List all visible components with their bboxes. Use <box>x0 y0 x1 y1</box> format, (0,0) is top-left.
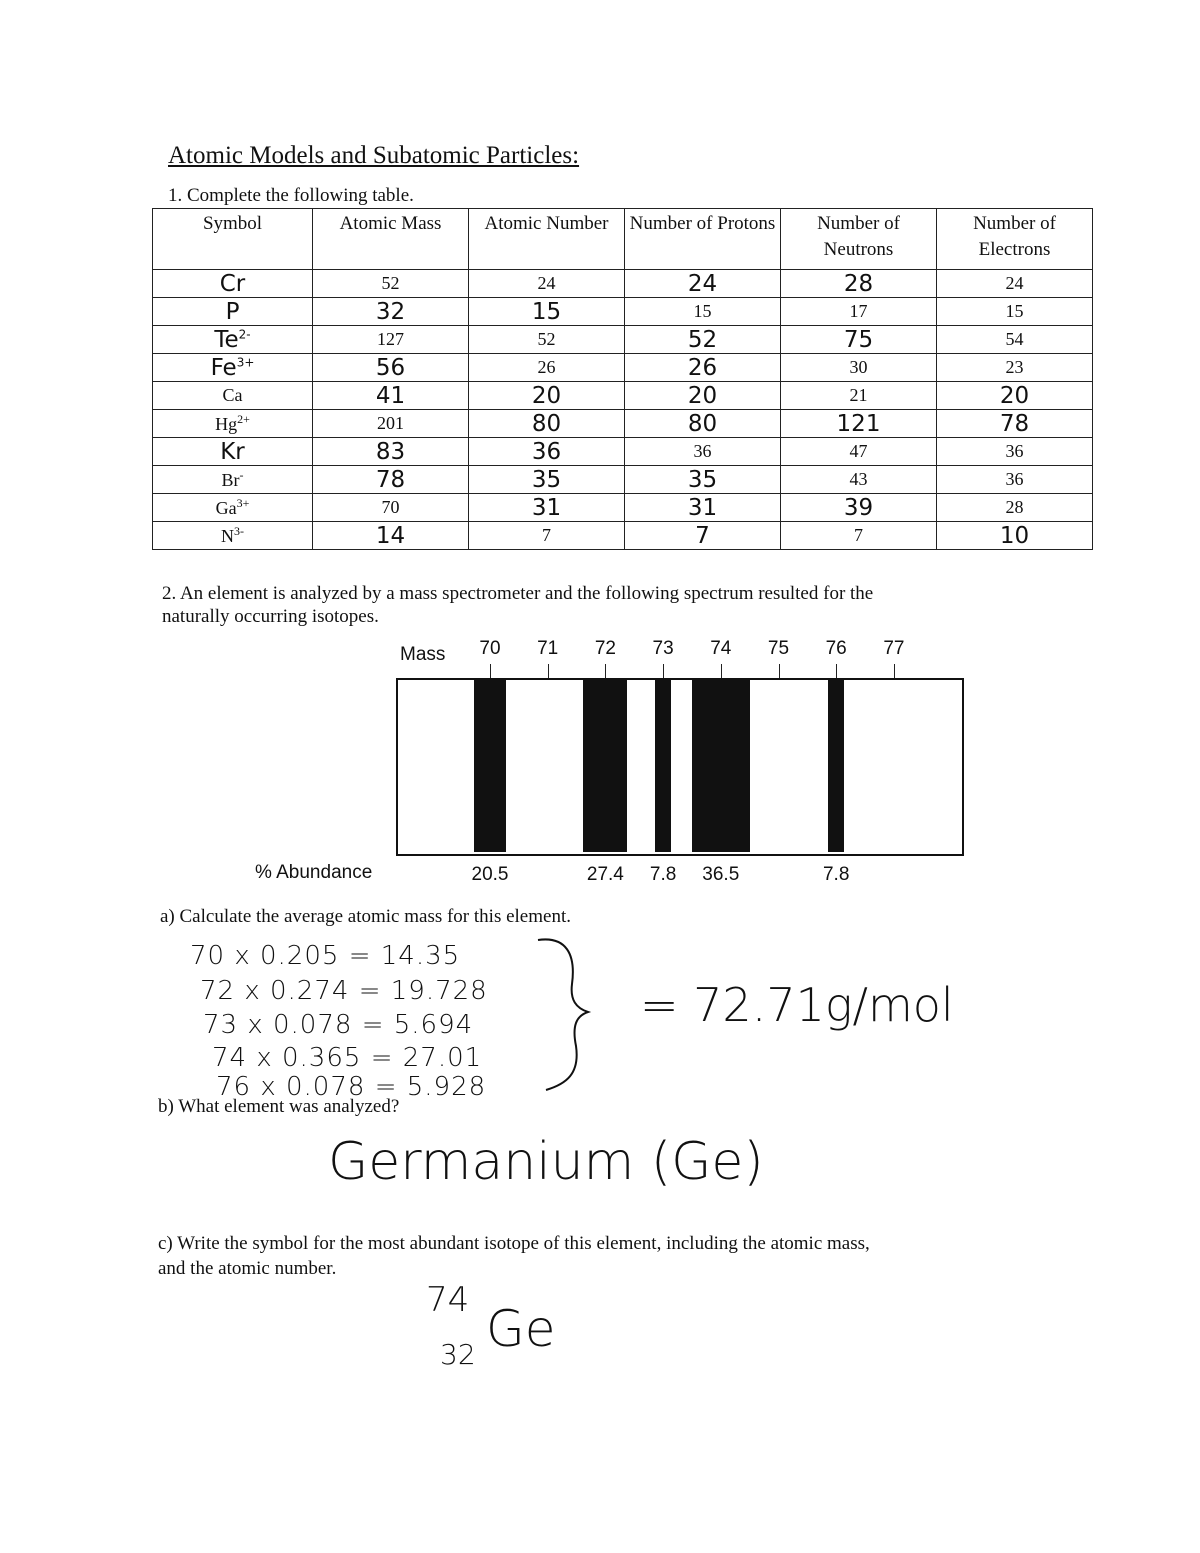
cell-mass: 32 <box>313 298 469 326</box>
table-row <box>153 382 1093 410</box>
cell-mass: 70 <box>313 494 469 522</box>
cell-mass: 14 <box>313 522 469 550</box>
spectrum-band <box>692 680 750 852</box>
cell-mass: 56 <box>313 354 469 382</box>
cell-mass: 201 <box>313 410 469 438</box>
question-1: 1. Complete the following table. <box>168 185 414 206</box>
ion-charge: 2- <box>238 326 251 341</box>
cell-symbol <box>153 438 313 466</box>
cell-neutrons: 39 <box>781 494 937 522</box>
calc-line-4: 74 x 0.365 = 27.01 <box>212 1043 483 1073</box>
mass-tick-label: 73 <box>652 638 674 659</box>
calc-brace <box>536 934 596 1094</box>
element-symbol: Cr <box>219 270 246 297</box>
element-symbol: Fe <box>210 354 237 381</box>
header-atomic-number: Atomic Number <box>469 209 625 270</box>
question-a: a) Calculate the average atomic mass for this element. <box>160 906 571 927</box>
element-symbol: Ca <box>222 385 243 405</box>
cell-symbol <box>153 298 313 326</box>
cell-symbol <box>153 270 313 298</box>
cell-symbol <box>153 410 313 438</box>
table-row <box>153 326 1093 354</box>
question-b: b) What element was analyzed? <box>158 1096 400 1117</box>
calc-result: = 72.71g/mol <box>640 978 954 1032</box>
cell-number: 36 <box>469 438 625 466</box>
cell-mass: 52 <box>313 270 469 298</box>
cell-electrons: 36 <box>937 438 1093 466</box>
cell-electrons: 10 <box>937 522 1093 550</box>
cell-neutrons: 30 <box>781 354 937 382</box>
cell-protons: 7 <box>625 522 781 550</box>
table-row <box>153 522 1093 550</box>
cell-symbol <box>153 522 313 550</box>
cell-electrons: 24 <box>937 270 1093 298</box>
mass-tick-label: 76 <box>825 638 847 659</box>
cell-number: 7 <box>469 522 625 550</box>
cell-number: 15 <box>469 298 625 326</box>
cell-symbol <box>153 326 313 354</box>
cell-number: 31 <box>469 494 625 522</box>
cell-protons: 26 <box>625 354 781 382</box>
ion-charge: - <box>239 468 244 482</box>
cell-neutrons: 7 <box>781 522 937 550</box>
cell-symbol <box>153 354 313 382</box>
question-c-line1: c) Write the symbol for the most abundant isotope of this element, including the atomic mass, <box>158 1233 870 1254</box>
table-row <box>153 494 1093 522</box>
abundance-value: 27.4 <box>586 864 624 885</box>
cell-number: 26 <box>469 354 625 382</box>
abundance-label: % Abundance <box>255 862 373 883</box>
cell-protons: 35 <box>625 466 781 494</box>
question-c-line2: and the atomic number. <box>158 1258 337 1279</box>
cell-protons: 15 <box>625 298 781 326</box>
header-symbol: Symbol <box>153 209 313 270</box>
cell-electrons: 23 <box>937 354 1093 382</box>
abundance-value: 20.5 <box>471 864 509 885</box>
mass-tick-label: 72 <box>594 638 616 659</box>
table-row <box>153 410 1093 438</box>
cell-neutrons: 43 <box>781 466 937 494</box>
question-2-line2: naturally occurring isotopes. <box>162 606 379 627</box>
cell-neutrons: 47 <box>781 438 937 466</box>
abundance-value: 7.8 <box>649 864 677 885</box>
mass-tick-label: 70 <box>479 638 501 659</box>
cell-mass: 41 <box>313 382 469 410</box>
cell-number: 35 <box>469 466 625 494</box>
cell-symbol <box>153 466 313 494</box>
abundance-value: 36.5 <box>702 864 740 885</box>
mass-tick-label: 74 <box>710 638 732 659</box>
spectrum-band <box>474 680 507 852</box>
cell-protons: 36 <box>625 438 781 466</box>
element-symbol: P <box>225 298 240 325</box>
table-row <box>153 354 1093 382</box>
element-symbol: Hg <box>215 414 238 434</box>
calc-line-5: 76 x 0.078 = 5.928 <box>216 1072 487 1102</box>
answer-b: Germanium (Ge) <box>328 1132 764 1192</box>
cell-protons: 52 <box>625 326 781 354</box>
ion-charge: 3- <box>234 524 244 538</box>
mass-tick-label: 75 <box>767 638 790 659</box>
ion-charge: 2+ <box>237 412 250 426</box>
table-row <box>153 466 1093 494</box>
table-header-row <box>153 209 1093 270</box>
header-electrons: Number of Electrons <box>937 209 1093 270</box>
isotope-number: 32 <box>440 1338 476 1371</box>
cell-protons: 20 <box>625 382 781 410</box>
cell-symbol <box>153 494 313 522</box>
cell-symbol <box>153 382 313 410</box>
cell-protons: 80 <box>625 410 781 438</box>
cell-number: 52 <box>469 326 625 354</box>
table-row <box>153 438 1093 466</box>
cell-electrons: 28 <box>937 494 1093 522</box>
table-row <box>153 270 1093 298</box>
worksheet-title: Atomic Models and Subatomic Particles: <box>168 142 580 169</box>
calc-line-3: 73 x 0.078 = 5.694 <box>203 1010 474 1040</box>
element-symbol: N <box>221 526 234 546</box>
mass-tick-label: 71 <box>537 638 559 659</box>
cell-neutrons: 21 <box>781 382 937 410</box>
cell-electrons: 54 <box>937 326 1093 354</box>
isotope-symbol: Ge <box>486 1300 556 1358</box>
ion-charge: 3+ <box>236 354 255 369</box>
header-atomic-mass: Atomic Mass <box>313 209 469 270</box>
atomic-table <box>152 208 1093 550</box>
cell-electrons: 78 <box>937 410 1093 438</box>
question-2-line1: 2. An element is analyzed by a mass spectrometer and the following spectrum resulted for the <box>162 583 874 604</box>
cell-electrons: 36 <box>937 466 1093 494</box>
cell-electrons: 15 <box>937 298 1093 326</box>
element-symbol: Te <box>214 326 239 353</box>
mass-axis-label: Mass <box>400 644 446 665</box>
cell-neutrons: 28 <box>781 270 937 298</box>
calc-line-1: 70 x 0.205 = 14.35 <box>190 941 461 971</box>
cell-number: 80 <box>469 410 625 438</box>
cell-number: 24 <box>469 270 625 298</box>
isotope-mass: 74 <box>426 1280 470 1320</box>
cell-protons: 24 <box>625 270 781 298</box>
cell-neutrons: 121 <box>781 410 937 438</box>
table-body <box>153 270 1093 550</box>
cell-electrons: 20 <box>937 382 1093 410</box>
element-symbol: Ga <box>215 498 237 518</box>
cell-mass: 127 <box>313 326 469 354</box>
cell-mass: 83 <box>313 438 469 466</box>
spectrum-band <box>828 680 844 852</box>
spectrum-band <box>583 680 627 852</box>
header-neutrons: Number of Neutrons <box>781 209 937 270</box>
ion-charge: 3+ <box>236 496 250 510</box>
spectrum-band <box>655 680 671 852</box>
element-symbol: Kr <box>220 438 245 465</box>
cell-neutrons: 75 <box>781 326 937 354</box>
abundance-value: 7.8 <box>822 864 850 885</box>
cell-neutrons: 17 <box>781 298 937 326</box>
cell-mass: 78 <box>313 466 469 494</box>
element-symbol: Br <box>221 470 240 490</box>
cell-number: 20 <box>469 382 625 410</box>
table-row <box>153 298 1093 326</box>
mass-tick-label: 77 <box>883 638 905 659</box>
cell-protons: 31 <box>625 494 781 522</box>
calc-line-2: 72 x 0.274 = 19.728 <box>200 976 488 1006</box>
header-protons: Number of Protons <box>625 209 781 270</box>
